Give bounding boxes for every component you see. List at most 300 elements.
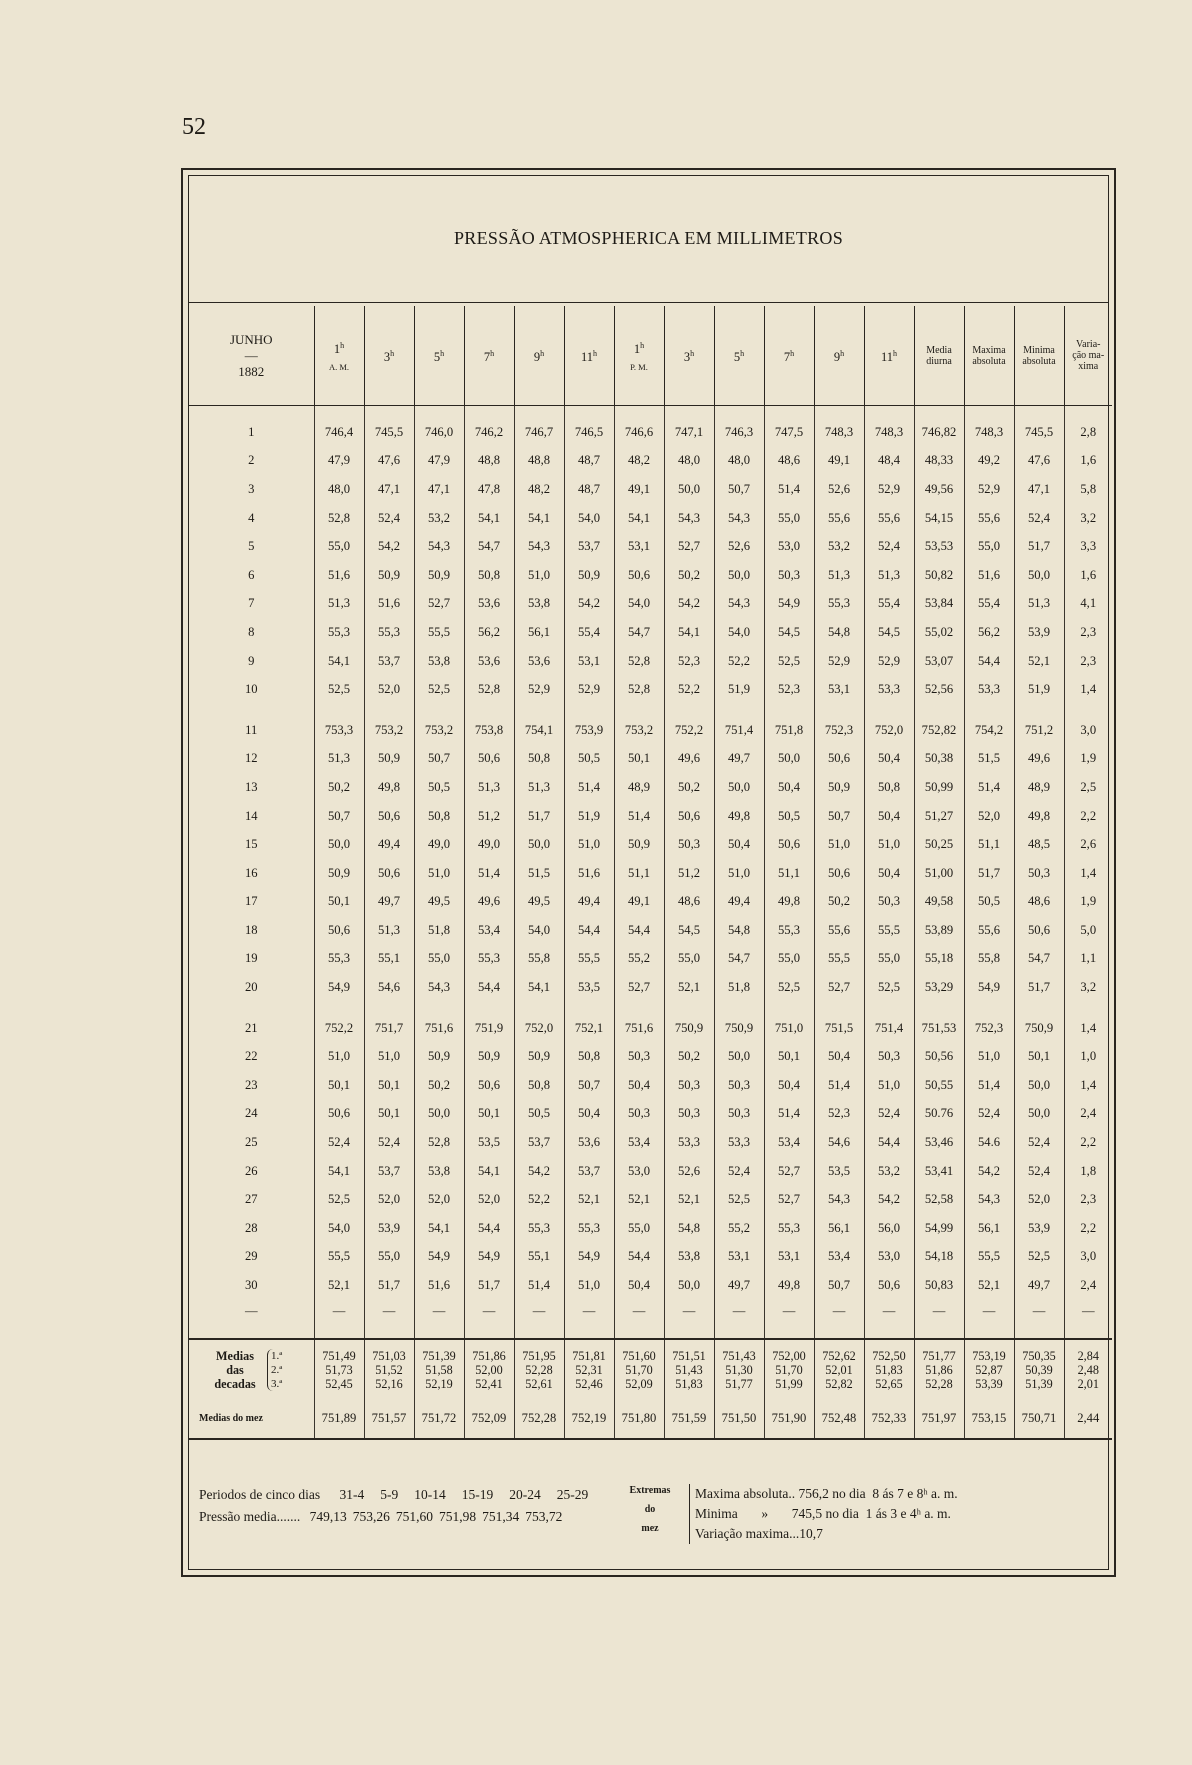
hour-mark: h: [540, 348, 545, 358]
decade-value: 52,41: [475, 1376, 503, 1391]
value-cell: 55,5: [864, 916, 914, 945]
day-cell: 18: [244, 922, 258, 937]
value-cell: 746,4: [314, 418, 364, 447]
value-cell: 53,7: [564, 532, 614, 561]
value-cell: 55,8: [964, 945, 1014, 974]
value-cell: 55,6: [814, 916, 864, 945]
value-cell: 54,1: [314, 647, 364, 676]
value-cell: 48,6: [664, 888, 714, 917]
value-cell: 51,6: [414, 1271, 464, 1300]
value-cell: 50,3: [714, 1071, 764, 1100]
spacer-cell: [764, 406, 814, 419]
value-cell: 49,6: [1014, 745, 1064, 774]
dash-cell: —: [864, 1300, 914, 1339]
value-cell: 50,8: [414, 802, 464, 831]
decade-value: 52,28: [925, 1376, 953, 1391]
value-cell: 753,2: [614, 716, 664, 745]
periods-block: [199, 1484, 588, 1528]
header-hour-cell: [514, 306, 564, 406]
value-cell: 751,4: [714, 716, 764, 745]
value-cell: 753,3: [314, 716, 364, 745]
dash-cell: —: [914, 1300, 964, 1339]
value-cell: 54,2: [664, 590, 714, 619]
spacer-cell: [464, 1002, 514, 1014]
decade-value: 752,62: [822, 1348, 856, 1363]
value-cell: 53,1: [614, 532, 664, 561]
spacer-cell: [1064, 1002, 1112, 1014]
value-cell: 50,6: [314, 916, 364, 945]
hour-mark: h: [690, 348, 695, 358]
value-cell: 48,4: [864, 447, 914, 476]
decade-value: 2,48: [1077, 1362, 1099, 1377]
spacer-cell: [464, 704, 514, 716]
value-cell: 50,9: [614, 830, 664, 859]
value-cell: 52,4: [1014, 504, 1064, 533]
header-variacao-line: Varia-: [1076, 339, 1101, 350]
value-cell: 54,3: [414, 973, 464, 1002]
dash-cell: —: [464, 1300, 514, 1339]
value-cell: 54,6: [814, 1128, 864, 1157]
value-cell: 50,9: [414, 561, 464, 590]
value-cell: 49,8: [364, 773, 414, 802]
spacer-cell: [814, 1002, 864, 1014]
hour-mark: h: [490, 348, 495, 358]
value-cell: 751,8: [764, 716, 814, 745]
value-cell: 48,6: [764, 447, 814, 476]
pressure-value: 749,13: [309, 1509, 347, 1524]
spacer-cell: [714, 406, 764, 419]
decade-value: 53,39: [975, 1376, 1003, 1391]
decade-value: 52,19: [425, 1376, 453, 1391]
value-cell: 54,4: [564, 916, 614, 945]
value-cell: 50,3: [614, 1100, 664, 1129]
value-cell: 50,3: [864, 1042, 914, 1071]
table-row: [189, 1128, 1112, 1157]
value-cell: 53,6: [464, 590, 514, 619]
value-cell: 55,0: [664, 945, 714, 974]
value-cell: 51,4: [514, 1271, 564, 1300]
spacer-cell: [964, 406, 1014, 419]
decade-value: 52,31: [575, 1362, 603, 1377]
extreme-max: Maxima absoluta.. 756,2 no dia 8 ás 7 e 8ʰ a. m.: [695, 1486, 958, 1501]
value-cell: 51,1: [764, 859, 814, 888]
value-cell: 54,4: [964, 647, 1014, 676]
value-cell: 51,4: [764, 1100, 814, 1129]
footer: [199, 1476, 1098, 1566]
value-cell: 752,0: [864, 716, 914, 745]
value-cell: 54,9: [964, 973, 1014, 1002]
value-cell: 1,9: [1064, 745, 1112, 774]
extremes-label-3: mez: [641, 1523, 659, 1534]
extreme-min: Minima » 745,5 no dia 1 ás 3 e 4ʰ a. m.: [695, 1506, 951, 1521]
decade-mark: 1.ª: [271, 1349, 283, 1362]
table-row: [189, 1243, 1112, 1272]
value-cell: 753,8: [464, 716, 514, 745]
decade-value: 51,70: [625, 1362, 653, 1377]
value-cell: 51,0: [964, 1042, 1014, 1071]
spacer-cell: [189, 704, 314, 716]
value-cell: 53,8: [414, 1157, 464, 1186]
spacer-cell: [914, 1002, 964, 1014]
value-cell: 51,0: [864, 1071, 914, 1100]
value-cell: 53,9: [1014, 618, 1064, 647]
value-cell: 55,0: [964, 532, 1014, 561]
header-minima-text: [1015, 345, 1064, 367]
value-cell: 53,07: [914, 647, 964, 676]
hour-value: 9: [533, 350, 541, 365]
header-maxima-line: absoluta: [972, 355, 1006, 367]
decade-value: 2,01: [1077, 1376, 1099, 1391]
header-hour: [815, 347, 864, 364]
value-cell: 53,46: [914, 1128, 964, 1157]
decade-value: 51,83: [875, 1362, 903, 1377]
header-hour-cell: [464, 306, 514, 406]
page-number: 52: [182, 114, 206, 140]
value-cell: 53,6: [564, 1128, 614, 1157]
value-cell: 48,0: [314, 475, 364, 504]
spacer-cell: [664, 1002, 714, 1014]
value-cell: 52,4: [714, 1157, 764, 1186]
value-cell: 50,9: [514, 1042, 564, 1071]
value-cell: 52,2: [714, 647, 764, 676]
value-cell: 50,4: [614, 1271, 664, 1300]
day-cell: 14: [244, 808, 258, 823]
value-cell: 3,2: [1064, 973, 1112, 1002]
header-media-line: diurna: [926, 355, 952, 367]
value-cell: 754,2: [964, 716, 1014, 745]
value-cell: 50,5: [564, 745, 614, 774]
value-cell: 50,7: [414, 745, 464, 774]
value-cell: 52,4: [364, 1128, 414, 1157]
pressure-value: 753,26: [352, 1509, 390, 1524]
value-cell: 52,5: [1014, 1243, 1064, 1272]
value-cell: 51,2: [664, 859, 714, 888]
value-cell: 51,3: [864, 561, 914, 590]
value-cell: 54,3: [664, 504, 714, 533]
value-cell: 752,3: [964, 1014, 1014, 1043]
table-row: [189, 1157, 1112, 1186]
value-cell: 50,6: [664, 802, 714, 831]
dash-cell: —: [814, 1300, 864, 1339]
value-cell: 50,3: [664, 1071, 714, 1100]
value-cell: 52,4: [1014, 1157, 1064, 1186]
spacer-cell: [964, 1002, 1014, 1014]
spacer-cell: [914, 704, 964, 716]
spacer-cell: [364, 1002, 414, 1014]
header-hour-cell: [764, 306, 814, 406]
table-row: [189, 973, 1112, 1002]
day-cell: 25: [244, 1135, 258, 1150]
value-cell: 56,1: [814, 1214, 864, 1243]
day-cell: 24: [244, 1106, 258, 1121]
value-cell: 50,83: [914, 1271, 964, 1300]
value-cell: 48,7: [564, 447, 614, 476]
value-cell: 52,2: [514, 1185, 564, 1214]
value-cell: 50,38: [914, 745, 964, 774]
value-cell: 3,0: [1064, 716, 1112, 745]
day-cell: 28: [244, 1220, 258, 1235]
value-cell: 53,7: [364, 1157, 414, 1186]
value-cell: 2,8: [1064, 418, 1112, 447]
value-cell: 50,3: [1014, 859, 1064, 888]
value-cell: 53,8: [414, 647, 464, 676]
value-cell: 51,9: [564, 802, 614, 831]
extremes-label-1: Extremas: [629, 1485, 671, 1496]
value-cell: 55,0: [764, 945, 814, 974]
value-cell: 55,6: [964, 504, 1014, 533]
value-cell: 55,3: [314, 618, 364, 647]
value-cell: 50,4: [564, 1100, 614, 1129]
hour-value: 3: [383, 350, 391, 365]
value-cell: 53,1: [814, 675, 864, 704]
value-cell: 54,3: [814, 1185, 864, 1214]
decade-value: 51,58: [425, 1362, 453, 1377]
value-cell: 51,0: [414, 859, 464, 888]
header-hour: [565, 347, 614, 364]
value-cell: 51,3: [1014, 590, 1064, 619]
decade-value: 751,49: [322, 1348, 356, 1363]
value-cell: 3,0: [1064, 1243, 1112, 1272]
value-cell: 55,5: [414, 618, 464, 647]
value-cell: 52,1: [1014, 647, 1064, 676]
hour-mark: h: [840, 348, 845, 358]
value-cell: 54,1: [464, 504, 514, 533]
value-cell: 52,0: [964, 802, 1014, 831]
value-cell: 51,4: [964, 773, 1014, 802]
header-media-text: [915, 345, 964, 367]
pressure-line: [199, 1506, 588, 1528]
value-cell: 55,6: [814, 504, 864, 533]
value-cell: 53,4: [814, 1243, 864, 1272]
value-cell: 50,3: [714, 1100, 764, 1129]
day-cell: 2: [248, 453, 255, 468]
spacer-cell: [1014, 1002, 1064, 1014]
value-cell: 746,6: [614, 418, 664, 447]
value-cell: 52,7: [664, 532, 714, 561]
value-cell: 2,2: [1064, 802, 1112, 831]
header-hour: [765, 347, 814, 364]
value-cell: 52,8: [314, 504, 364, 533]
spacer-cell: [664, 704, 714, 716]
header-hour-cell: [314, 306, 364, 406]
table-row: [189, 418, 1112, 447]
header-hour-cell: [614, 306, 664, 406]
decade-values-cell: [1014, 1339, 1064, 1400]
value-cell: 50,56: [914, 1042, 964, 1071]
value-cell: 48,8: [514, 447, 564, 476]
value-cell: 54,9: [314, 973, 364, 1002]
pressure-value: 751,98: [438, 1509, 477, 1524]
value-cell: 3,2: [1064, 504, 1112, 533]
value-cell: 49,4: [564, 888, 614, 917]
decade-value: 752,00: [772, 1348, 806, 1363]
header-hour-cell: [714, 306, 764, 406]
decade-values-cell: [364, 1339, 414, 1400]
value-cell: 51,6: [314, 561, 364, 590]
value-cell: 51,5: [514, 859, 564, 888]
value-cell: 52,58: [914, 1185, 964, 1214]
decade-value: 52,82: [825, 1376, 853, 1391]
header-hour: [715, 347, 764, 364]
decade-value: 51,39: [1025, 1376, 1053, 1391]
value-cell: 54,7: [714, 945, 764, 974]
value-cell: 54,1: [464, 1157, 514, 1186]
pressure-value: 751,34: [482, 1509, 520, 1524]
table-row: [189, 475, 1112, 504]
table-row: [189, 802, 1112, 831]
value-cell: 53,9: [364, 1214, 414, 1243]
spacer-row: [189, 1002, 1112, 1014]
period-value: 25-29: [556, 1487, 589, 1502]
day-cell: 7: [248, 596, 255, 611]
value-cell: 50,1: [364, 1100, 414, 1129]
value-cell: 54,99: [914, 1214, 964, 1243]
title-divider: [189, 302, 1108, 303]
value-cell: 753,2: [414, 716, 464, 745]
decade-value: 51,83: [675, 1376, 703, 1391]
value-cell: 53,9: [1014, 1214, 1064, 1243]
value-cell: 55,3: [764, 916, 814, 945]
decade-values-cell: [1064, 1339, 1112, 1400]
value-cell: 51,4: [564, 773, 614, 802]
spacer-cell: [514, 704, 564, 716]
spacer-cell: [414, 1002, 464, 1014]
value-cell: 751,0: [764, 1014, 814, 1043]
value-cell: 50,4: [864, 745, 914, 774]
value-cell: 50,2: [814, 888, 864, 917]
dash-cell: —: [614, 1300, 664, 1339]
value-cell: 54,1: [514, 504, 564, 533]
value-cell: 56,2: [464, 618, 514, 647]
value-cell: 53,1: [564, 647, 614, 676]
value-cell: 50,25: [914, 830, 964, 859]
value-cell: 54,8: [664, 1214, 714, 1243]
header-hour-cell: [864, 306, 914, 406]
spacer-cell: [864, 1002, 914, 1014]
value-cell: 49,8: [764, 888, 814, 917]
value-cell: 751,6: [414, 1014, 464, 1043]
header-hour: [865, 347, 914, 364]
spacer-cell: [914, 406, 964, 419]
value-cell: 47,9: [314, 447, 364, 476]
table-frame: [181, 168, 1116, 1577]
hour-value: 11: [580, 350, 594, 365]
value-cell: 50,6: [464, 1071, 514, 1100]
spacer-cell: [364, 704, 414, 716]
value-cell: 2,4: [1064, 1100, 1112, 1129]
spacer-cell: [414, 406, 464, 419]
value-cell: 55,0: [364, 1243, 414, 1272]
value-cell: 52,9: [564, 675, 614, 704]
day-cell: 11: [245, 722, 258, 737]
value-cell: 53,7: [564, 1157, 614, 1186]
value-cell: 51,27: [914, 802, 964, 831]
value-cell: 49,5: [514, 888, 564, 917]
value-cell: 49,7: [364, 888, 414, 917]
value-cell: 52,7: [814, 973, 864, 1002]
spacer-cell: [664, 406, 714, 419]
value-cell: 53,0: [864, 1243, 914, 1272]
value-cell: 52,5: [864, 973, 914, 1002]
value-cell: 48,2: [614, 447, 664, 476]
day-cell: 29: [244, 1249, 258, 1264]
value-cell: 50,0: [714, 1042, 764, 1071]
day-cell: 20: [244, 980, 258, 995]
value-cell: 51,6: [364, 590, 414, 619]
spacer-cell: [814, 406, 864, 419]
value-cell: 50,6: [814, 745, 864, 774]
value-cell: 54,1: [664, 618, 714, 647]
value-cell: 50,3: [664, 1100, 714, 1129]
extremes-label: [615, 1481, 685, 1538]
header-hour-cell: [364, 306, 414, 406]
value-cell: 54.6: [964, 1128, 1014, 1157]
day-cell: 12: [244, 751, 258, 766]
value-cell: 55,3: [764, 1214, 814, 1243]
value-cell: 54,5: [664, 916, 714, 945]
hour-mark: h: [640, 340, 645, 350]
decade-mark: 2.ª: [271, 1363, 283, 1376]
decade-value: 52,00: [475, 1362, 503, 1377]
decade-value: 751,86: [472, 1348, 506, 1363]
value-cell: 55,5: [564, 945, 614, 974]
value-cell: 50,0: [664, 475, 714, 504]
header-hour: [315, 339, 364, 356]
table-row: [189, 716, 1112, 745]
month-mean-cell: 751,59: [664, 1400, 714, 1439]
value-cell: 55,5: [964, 1243, 1014, 1272]
value-cell: 50,9: [564, 561, 614, 590]
hour-value: 5: [733, 350, 741, 365]
value-cell: 51,0: [714, 859, 764, 888]
value-cell: 51,7: [464, 1271, 514, 1300]
value-cell: 51,4: [614, 802, 664, 831]
value-cell: 53,7: [514, 1128, 564, 1157]
value-cell: 52,4: [864, 1100, 914, 1129]
pressure-value: 753,72: [525, 1509, 563, 1524]
month-mean-cell: 753,15: [964, 1400, 1014, 1439]
value-cell: 54,3: [414, 532, 464, 561]
value-cell: 51,0: [364, 1042, 414, 1071]
table-row: [189, 916, 1112, 945]
hour-value: 3: [683, 350, 691, 365]
header-year: 1882: [238, 363, 265, 379]
value-cell: 745,5: [1014, 418, 1064, 447]
month-mean-cell: 752,28: [514, 1400, 564, 1439]
value-cell: 51,4: [964, 1071, 1014, 1100]
value-cell: 49,5: [414, 888, 464, 917]
value-cell: 50,5: [514, 1100, 564, 1129]
decade-value: 751,77: [922, 1348, 956, 1363]
day-cell: 26: [244, 1163, 258, 1178]
spacer-cell: [364, 406, 414, 419]
value-cell: 746,0: [414, 418, 464, 447]
dash-cell: —: [964, 1300, 1014, 1339]
value-cell: 1,4: [1064, 675, 1112, 704]
value-cell: 56,2: [964, 618, 1014, 647]
value-cell: 51,6: [964, 561, 1014, 590]
value-cell: 50,8: [464, 561, 514, 590]
value-cell: 55,1: [514, 1243, 564, 1272]
value-cell: 751,6: [614, 1014, 664, 1043]
value-cell: 55,2: [614, 945, 664, 974]
value-cell: 51,1: [614, 859, 664, 888]
value-cell: 50,6: [764, 830, 814, 859]
value-cell: 50,8: [564, 1042, 614, 1071]
decade-value: 52,87: [975, 1362, 1003, 1377]
value-cell: 48,8: [464, 447, 514, 476]
month-mean-cell: 752,19: [564, 1400, 614, 1439]
